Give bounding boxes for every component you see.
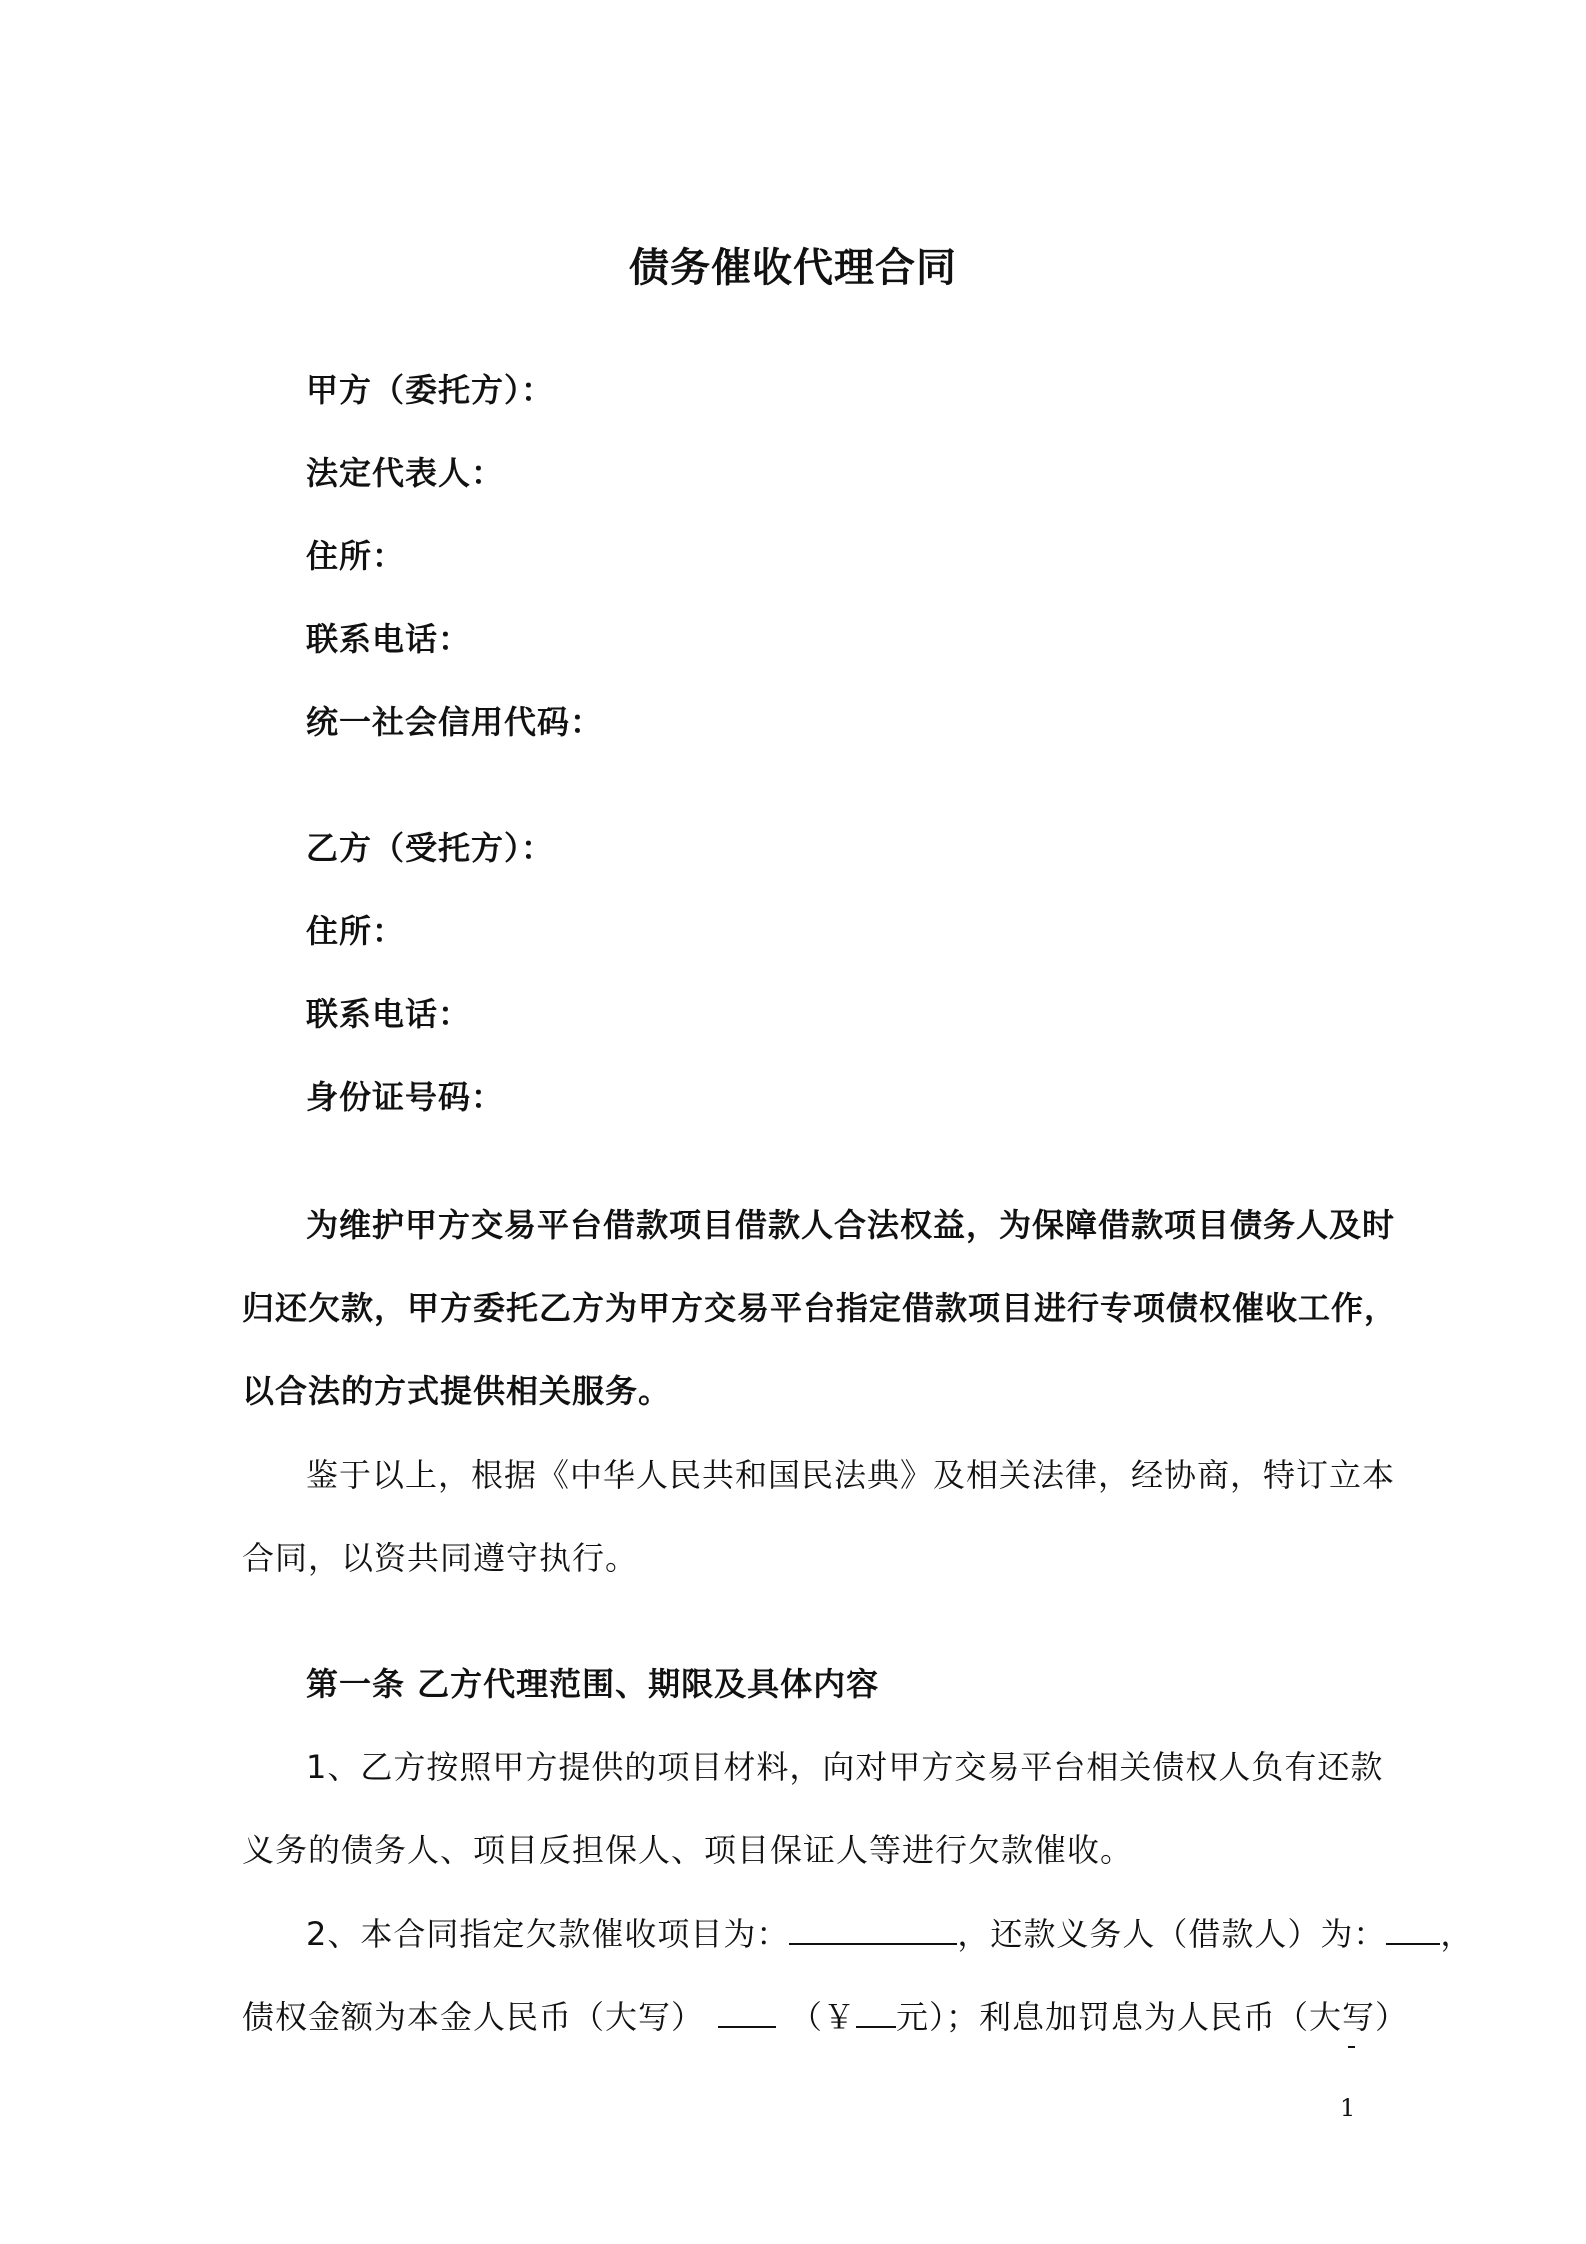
- preamble-p2-line2: 合同，以资共同遵守执行。: [242, 1539, 639, 1577]
- party-a-address-label: 住所：: [306, 537, 406, 575]
- project-name-blank: [789, 1913, 957, 1945]
- party-a-credit-code-label: 统一社会信用代码：: [306, 703, 604, 741]
- item2-debtor-label: ，还款义务人（借款人）为：: [957, 1915, 1387, 1953]
- party-b-id-label: 身份证号码：: [306, 1078, 505, 1116]
- article1-item2-line2: [242, 1996, 1409, 2037]
- preamble-p1-line3: 以合法的方式提供相关服务。: [242, 1372, 672, 1410]
- item2-interest-label: 元）；利息加罚息为人民币（大写）: [896, 1998, 1409, 2036]
- party-a-label: 甲方（委托方）：: [306, 371, 555, 409]
- preamble-p1-line1: 为维护甲方交易平台借款项目借款人合法权益，为保障借款项目债务人及时: [306, 1206, 1396, 1244]
- item2-principal-label: 债权金额为本金人民币（大写）: [242, 1998, 705, 2036]
- preamble-p1-line2: 归还欠款，甲方委托乙方为甲方交易平台指定借款项目进行专项债权催收工作，: [242, 1289, 1398, 1327]
- party-a-phone-label: 联系电话：: [306, 620, 472, 658]
- preamble-p2-line1: 鉴于以上，根据《中华人民共和国民法典》及相关法律，经协商，特订立本: [306, 1456, 1396, 1494]
- party-b-label: 乙方（受托方）：: [306, 829, 555, 867]
- principal-uppercase-blank: [718, 1996, 776, 2028]
- edge-mark: [1348, 2046, 1355, 2048]
- party-a-rep-label: 法定代表人：: [306, 454, 505, 492]
- item2-comma: ，: [1440, 1915, 1474, 1953]
- page-number: 1: [1340, 2094, 1356, 2122]
- debtor-name-blank: [1386, 1913, 1440, 1945]
- article1-heading: 第一条 乙方代理范围、期限及具体内容: [306, 1665, 880, 1703]
- document-title: 债务催收代理合同: [629, 245, 957, 291]
- item2-project-label: 2、本合同指定欠款催收项目为：: [306, 1915, 790, 1953]
- party-b-address-label: 住所：: [306, 912, 406, 950]
- item2-yuan-open: （￥: [790, 1998, 857, 2036]
- principal-amount-blank: [856, 1996, 896, 2028]
- article1-item1-line2: 义务的债务人、项目反担保人、项目保证人等进行欠款催收。: [242, 1831, 1134, 1869]
- article1-item2-line1: [306, 1913, 1473, 1954]
- article1-item1-line1: 1、乙方按照甲方提供的项目材料，向对甲方交易平台相关债权人负有还款: [306, 1748, 1384, 1786]
- party-b-phone-label: 联系电话：: [306, 995, 472, 1033]
